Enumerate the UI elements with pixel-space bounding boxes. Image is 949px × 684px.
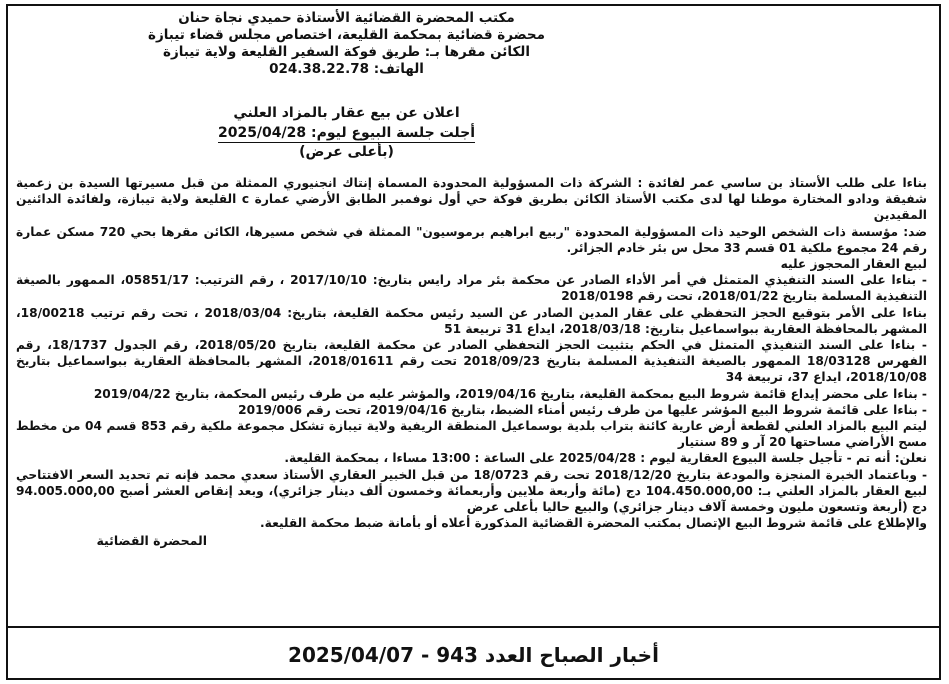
notice-title [16, 104, 677, 161]
office-name: مكتب المحضرة القضائية الأستاذة حميدي نجاة حنان [178, 10, 515, 26]
notice-body [16, 175, 927, 550]
announcement-content [16, 10, 927, 620]
signature: المحضرة القضائية [96, 533, 207, 549]
paragraph-against: ضد: مؤسسة ذات الشخص الوحيد ذات المسؤولية المحدودة "ربيع ابراهيم برموسيون" الممثلة في شخص مسيرها، الكائن مقرها بحي 720 مسكن عمارة رقم 24 مجموع ملكية 01 قسم 33 محل س بئر خادم الجزائر. [16, 224, 927, 255]
paragraph-contact: والإطلاع على قائمة شروط البيع الإتصال بمكتب المحضرة القضائية المذكورة أعلاه أو بأمانة ضبط محكمة القليعة. [260, 516, 927, 531]
title-session-date: أجلت جلسة البيوع ليوم: 2025/04/28 [217, 125, 476, 141]
announcement-frame [6, 4, 941, 680]
publication-date: 2025/04/07 [288, 643, 414, 667]
paragraph-requester: بناءا على طلب الأستاذ بن ساسي عمر لفائدة : الشركة ذات المسؤولية المحدودة المسماة إنتاك انجنيوري الممثلة من قبل مسيرتها السيدة بن زعمية شفيقة ودادو المختارة موطنا لها لدى مكتب الأستاذ الكائن بطريق فوكة حي أول نوفمبر الطابق الأرضي عمارة c القليعة ولاية تيبازة، ولفائدة الدائنين المقيدين [16, 176, 927, 223]
office-header [16, 10, 677, 78]
paragraph-price: - وباعتماد الخبرة المنجزة والمودعة بتاريخ 2018/12/20 تحت رقم 18/0723 من قبل الخبير العقاري الأستاذ سعدي محمد فإنه تم تحديد السعر الافتتاحي لبيع العقار بالمزاد العلني بـ: 104.450.000,00 دج (مائة وأربعة ملايين وأربعمائة وخمسون ألف دينار جزائري)، وبعد إنقاص العشر أصبح 94.005.000,00 دج (أربعة وتسعون مليون وخمسة آلاف دينار جزائري) والبيع حاليا بأعلى عرض [16, 467, 927, 515]
office-address: الكائن مقرها بـ: طريق فوكة السفير القليعة ولاية تيبازة [162, 44, 530, 60]
newspaper-footer [8, 642, 939, 668]
phone-label: الهاتف: [373, 61, 424, 77]
paragraph-property-description: ليتم البيع بالمزاد العلني لقطعة أرض عارية كائنة بتراب بلدية بوسماعيل المنطقة الريفية ولاية تيبازة تشكل مجموعة ملكية رقم 853 قسم 04 من مخطط مسح الأراضي مساحتها 20 آر و 89 سنتيار [16, 419, 927, 450]
footer-divider [8, 626, 939, 628]
paragraph-seizure-judgment: - بناءا على السند التنفيذي المتمثل في الحكم بتثبيت الحجز التحفظي الصادر عن محكمة القليعة، بتاريخ 2018/05/20، رقم الجدول 18/1737، رقم الفهرس 18/03128 الممهور بالصيغة التنفيذية المسلمة بتاريخ 2018/09/23 تحت رقم 2018/01611، المشهر بالمحافظة العقارية ببواسماعيل بتاريخ 2018/10/08، ايداع 37، تربيعة 34 [16, 338, 927, 385]
paragraph-seized-property: لبيع العقار المحجوز عليه [780, 257, 927, 272]
paragraph-enforcement-order: - بناءا على السند التنفيذي المتمثل في أمر الأداء الصادر عن محكمة بئر مراد رايس بتاريخ: 2017/10/10 ، رقم الترتيب: 05851/17، الممهور بالصيغة التنفيذية المسلمة بتاريخ 2018/01/22، تحت رقم 2018/0198 [16, 273, 927, 304]
paragraph-seizure-order: بناءا على الأمر بتوقيع الحجز التحفظي على عقار المدين الصادر عن السيد رئيس محكمة القليعة، بتاريخ: 2018/03/04 ، تحت رقم ترتيب 18/00218، المشهر بالمحافظة العقارية ببواسماعيل بتاريخ: 2018/03/18، ايداع 31 تربيعة 51 [16, 305, 927, 336]
office-jurisdiction: محضرة قضائية بمحكمة القليعة، اختصاص مجلس قضاء تيبازة [147, 27, 546, 43]
paragraph-conditions-deposit: - بناءا على محضر إيداع قائمة شروط البيع بمحكمة القليعة، بتاريخ 2019/04/16، والمؤشر عليه من طرف رئيس المحكمة، بتاريخ 2019/04/22 [93, 386, 927, 401]
title-best-offer: (بأعلى عرض) [299, 144, 394, 160]
title-main: اعلان عن بيع عقار بالمزاد العلني [233, 105, 460, 121]
paragraph-conditions-list: - بناءا على قائمة شروط البيع المؤشر عليها من طرف رئيس أمناء الضبط، بتاريخ 2019/04/16، تحت رقم 2019/006 [238, 402, 927, 417]
office-phone [16, 61, 677, 78]
paragraph-postponement: نعلن: أنه تم - تأجيل جلسة البيوع العقارية ليوم : 2025/04/28 على الساعة : 13:00 مساءا ، بمحكمة القليعة. [284, 451, 927, 466]
phone-number: 024.38.22.78 [269, 61, 369, 77]
newspaper-issue: أخبار الصباح العدد 943 - [420, 643, 659, 667]
